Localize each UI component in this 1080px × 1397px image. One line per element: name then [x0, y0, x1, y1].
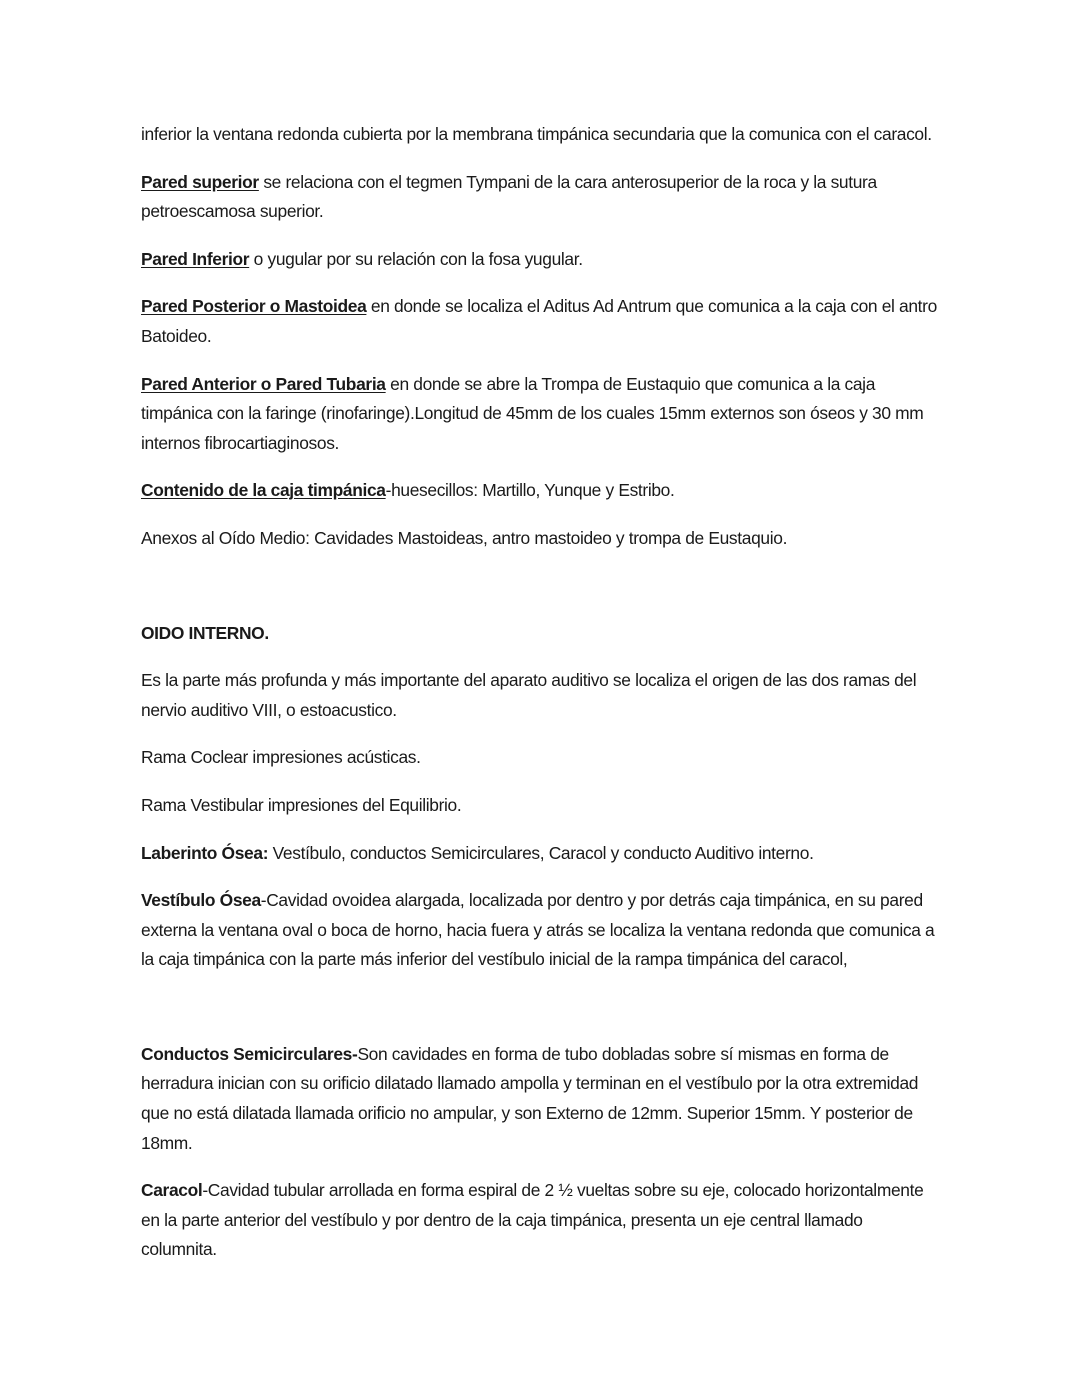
- blank-line: [141, 572, 941, 619]
- paragraph-contenido: Contenido de la caja timpánica-huesecillos: Martillo, Yunque y Estribo.: [141, 480, 675, 501]
- paragraph-laberinto: Laberinto Ósea: Vestíbulo, conductos Semicirculares, Caracol y conducto Auditivo interno.: [141, 842, 814, 863]
- paragraph-pared-anterior: Pared Anterior o Pared Tubaria en donde se abre la Trompa de Eustaquio que comunica a la caja timpánica con la faringe (rinofaringe).Longitud de 45mm de los cuales 15mm externos son óseos y 30 mm internos fibrocartiaginosos.: [141, 373, 924, 453]
- paragraph-caracol: Caracol-Cavidad tubular arrollada en forma espiral de 2 ½ vueltas sobre su eje, colocado horizontalmente en la parte anterior del vestíbulo y por dentro de la caja timpánica, presenta un eje central llamado columnita.: [141, 1180, 924, 1260]
- section-heading: OIDO INTERNO.: [141, 622, 269, 643]
- term: Conductos Semicirculares-: [141, 1043, 358, 1064]
- paragraph-vestibulo: Vestíbulo Ósea-Cavidad ovoidea alargada, localizada por dentro y por detrás caja timpánica, en su pared externa la ventana oval o boca de horno, hacia fuera y atrás se localiza la ventana redonda que comunica a la caja timpánica con la parte más inferior del vestíbulo inicial de la rampa timpánica del caracol,: [141, 890, 935, 970]
- blank-line: [141, 993, 941, 1040]
- term: Contenido de la caja timpánica: [141, 480, 386, 501]
- paragraph-pared-posterior: Pared Posterior o Mastoidea en donde se localiza el Aditus Ad Antrum que comunica a la caja con el antro Batoideo.: [141, 296, 937, 346]
- term: Caracol: [141, 1180, 203, 1201]
- term: Pared Inferior: [141, 248, 250, 269]
- term: Pared superior: [141, 171, 259, 192]
- term: Pared Posterior o Mastoidea: [141, 296, 367, 317]
- paragraph-rama-coclear: Rama Coclear impresiones acústicas.: [141, 747, 421, 768]
- term: Laberinto Ósea:: [141, 842, 269, 863]
- term: Pared Anterior o Pared Tubaria: [141, 373, 386, 394]
- paragraph-rama-vestibular: Rama Vestibular impresiones del Equilibrio.: [141, 794, 462, 815]
- paragraph-pared-inferior: Pared Inferior o yugular por su relación con la fosa yugular.: [141, 248, 583, 269]
- paragraph-oval-window: inferior la ventana redonda cubierta por la membrana timpánica secundaria que la comunica con el caracol.: [141, 124, 932, 144]
- paragraph-conductos: Conductos Semicirculares-Son cavidades en forma de tubo dobladas sobre sí mismas en forma de herradura inician con su orificio dilatado llamado ampolla y terminan en el vestíbulo por la otra extremidad que no está dilatada llamada orificio no ampular, y son Externo de 12mm. Superior 15mm. Y posterior de 18mm.: [141, 1043, 919, 1153]
- term: Vestíbulo Ósea: [141, 890, 261, 911]
- paragraph-intro: Es la parte más profunda y más importante del aparato auditivo se localiza el origen de las dos ramas del nervio auditivo VIII, o estoacustico.: [141, 670, 917, 720]
- paragraph-pared-superior: Pared superior se relaciona con el tegmen Tympani de la cara anterosuperior de la roca y la sutura petroescamosa superior.: [141, 171, 877, 222]
- paragraph-anexos: Anexos al Oído Medio: Cavidades Mastoideas, antro mastoideo y trompa de Eustaquio.: [141, 527, 788, 548]
- document-page: [141, 120, 941, 1283]
